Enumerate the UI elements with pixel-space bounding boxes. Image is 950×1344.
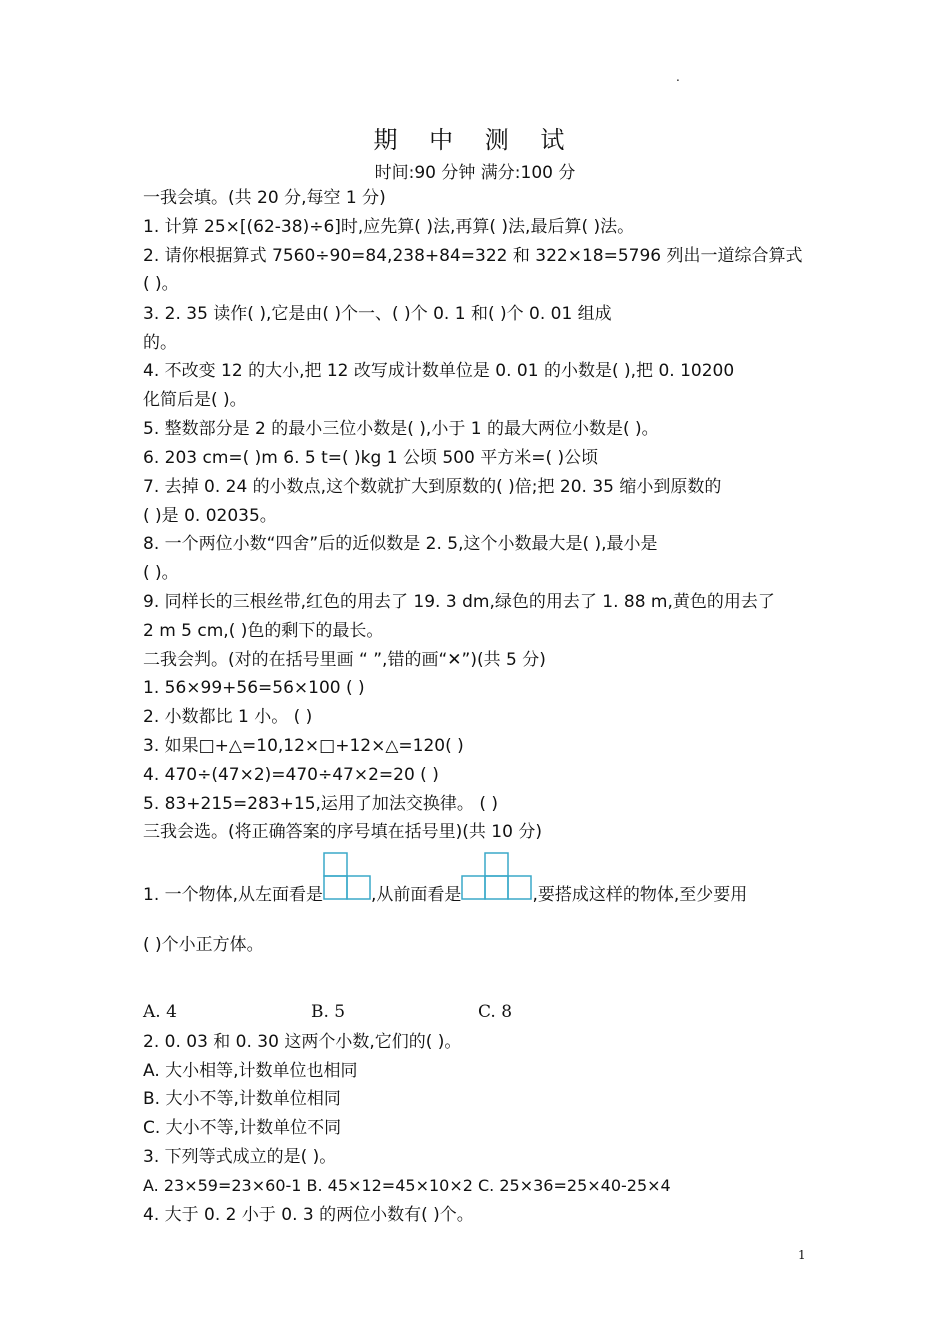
question-line: 4. 不改变 12 的大小,把 12 改写成计数单位是 0. 01 的小数是( ),把 0. 10200	[143, 361, 735, 381]
q3-1-text-b: ,从前面看是	[371, 885, 462, 905]
question-line: 9. 同样长的三根丝带,红色的用去了 19. 3 dm,绿色的用去了 1. 88 m,黄色的用去了	[143, 592, 775, 612]
question-line: 1. 计算 25×[(62-38)÷6]时,应先算( )法,再算( )法,最后算( )法。	[143, 217, 635, 237]
corner-dot: .	[676, 70, 680, 84]
question-line: 4. 470÷(47×2)=470÷47×2=20 ( )	[143, 765, 439, 785]
section-3-heading: 三我会选。(将正确答案的序号填在括号里)(共 10 分)	[143, 822, 542, 842]
page-number: 1	[798, 1248, 806, 1262]
option-line: A. 23×59=23×60-1 B. 45×12=45×10×2 C. 25×36=25×40-25×4	[143, 1176, 671, 1195]
question-line: 化简后是( )。	[143, 390, 247, 410]
question-line: 5. 83+215=283+15,运用了加法交换律。 ( )	[143, 794, 498, 814]
question-line: 3. 下列等式成立的是( )。	[143, 1147, 337, 1167]
question-line: 2. 小数都比 1 小。 ( )	[143, 707, 313, 727]
question-line: 2 m 5 cm,( )色的剩下的最长。	[143, 621, 384, 641]
option-line: C. 大小不等,计数单位不同	[143, 1118, 342, 1138]
question-line: ( )是 0. 02035。	[143, 506, 277, 526]
question-line: 3. 2. 35 读作( ),它是由( )个一、( )个 0. 1 和( )个 0. 01 组成	[143, 304, 612, 324]
option-b: B. 5	[311, 1002, 346, 1022]
question-line: 2. 0. 03 和 0. 30 这两个小数,它们的( )。	[143, 1032, 462, 1052]
question-3-1	[143, 852, 748, 905]
q3-1-text-a: 1. 一个物体,从左面看是	[143, 885, 324, 905]
section-2-heading: 二我会判。(对的在括号里画 “ ”,错的画“✕”)(共 5 分)	[143, 650, 546, 670]
page-title: 期 中 测 试	[373, 126, 577, 154]
question-line: 5. 整数部分是 2 的最小三位小数是( ),小于 1 的最大两位小数是( )。	[143, 419, 659, 439]
question-line: 8. 一个两位小数“四舍”后的近似数是 2. 5,这个小数最大是( ),最小是	[143, 534, 658, 554]
question-line: ( )个小正方体。	[143, 935, 264, 955]
option-line: B. 大小不等,计数单位相同	[143, 1089, 341, 1109]
question-line: 1. 56×99+56=56×100 ( )	[143, 678, 365, 698]
question-line: ( )。	[143, 274, 179, 294]
question-line: 7. 去掉 0. 24 的小数点,这个数就扩大到原数的( )倍;把 20. 35 缩小到原数的	[143, 477, 722, 497]
section-1-heading: 一我会填。(共 20 分,每空 1 分)	[143, 188, 386, 208]
question-line: 2. 请你根据算式 7560÷90=84,238+84=322 和 322×18=5796 列出一道综合算式	[143, 246, 803, 266]
q3-1-text-c: ,要搭成这样的物体,至少要用	[532, 885, 748, 905]
question-line: 3. 如果□+△=10,12×□+12×△=120( )	[143, 736, 464, 756]
question-line: 4. 大于 0. 2 小于 0. 3 的两位小数有( )个。	[143, 1205, 474, 1225]
exam-info: 时间:90 分钟 满分:100 分	[374, 163, 576, 183]
question-line: 的。	[143, 333, 177, 353]
option-line: A. 大小相等,计数单位也相同	[143, 1061, 358, 1081]
option-a: A. 4	[143, 1002, 177, 1022]
question-line: 6. 203 cm=( )m 6. 5 t=( )kg 1 公顷 500 平方米=( )公顷	[143, 448, 599, 468]
front-view-figure	[461, 852, 532, 919]
question-line: ( )。	[143, 563, 179, 583]
left-view-figure	[323, 852, 371, 919]
option-c: C. 8	[478, 1002, 513, 1022]
